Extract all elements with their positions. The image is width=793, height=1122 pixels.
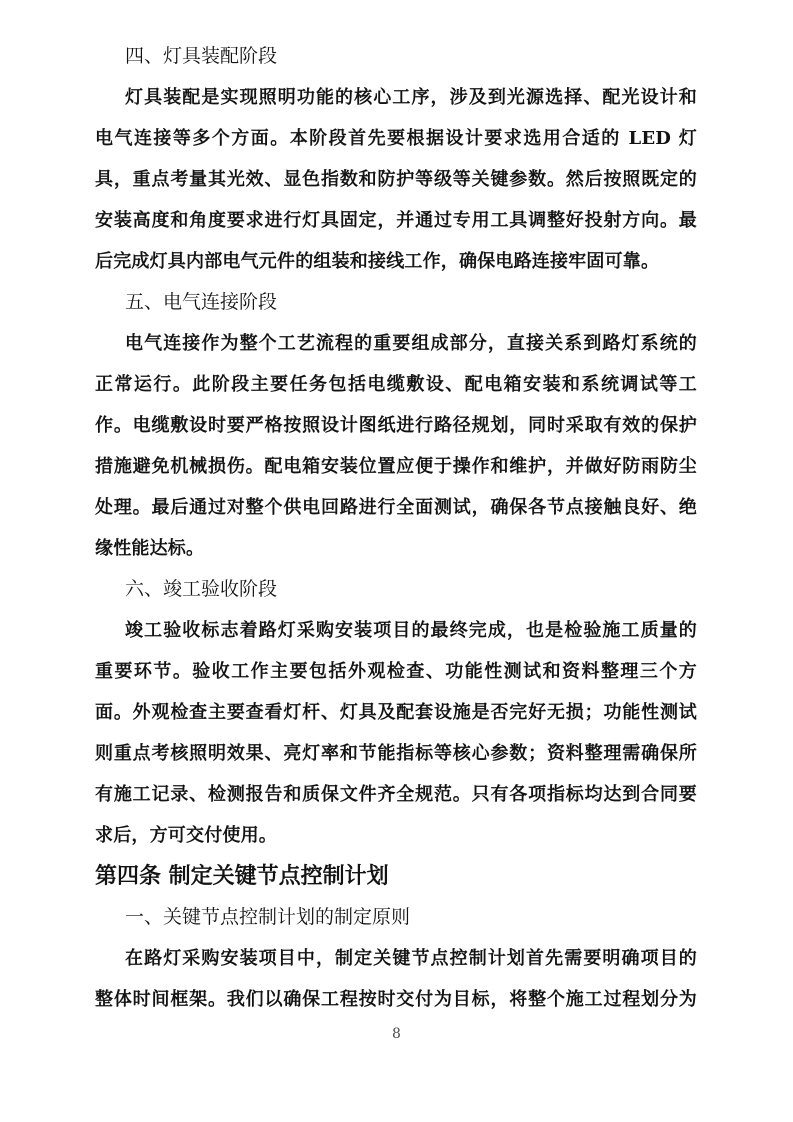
paragraph-line: 在路灯采购安装项目中，制定关键节点控制计划首先需要明确项目的 <box>125 948 697 969</box>
paragraph-line: 缘性能达标。 <box>95 538 205 559</box>
paragraph-line: 措施避免机械损伤。配电箱安装位置应便于操作和维护，并做好防雨防尘 <box>95 456 697 477</box>
page-number: 8 <box>392 1026 401 1042</box>
paragraph-line: 求后，方可交付使用。 <box>95 825 277 846</box>
paragraph-line: 正常运行。此阶段主要任务包括电缆敷设、配电箱安装和系统调试等工 <box>95 374 697 395</box>
paragraph-line: 竣工验收标志着路灯采购安装项目的最终完成，也是检验施工质量的 <box>125 620 697 641</box>
paragraph-line: 有施工记录、检测报告和质保文件齐全规范。只有各项指标均达到合同要 <box>95 784 697 805</box>
paragraph-line: 则重点考核照明效果、亮灯率和节能指标等核心参数；资料整理需确保所 <box>95 743 697 764</box>
paragraph-line: 灯具装配是实现照明功能的核心工序，涉及到光源选择、配光设计和 <box>125 87 697 108</box>
paragraph-line: 重要环节。验收工作主要包括外观检查、功能性测试和资料整理三个方 <box>95 661 697 682</box>
section-heading: 四、灯具装配阶段 <box>125 45 278 67</box>
paragraph-line: 面。外观检查主要查看灯杆、灯具及配套设施是否完好无损；功能性测试 <box>95 702 697 723</box>
paragraph-line: 整体时间框架。我们以确保工程按时交付为目标，将整个施工过程划分为 <box>95 989 697 1010</box>
chapter-heading: 第四条 制定关键节点控制计划 <box>95 863 389 889</box>
paragraph-line: 电气连接作为整个工艺流程的重要组成部分，直接关系到路灯系统的 <box>125 333 697 354</box>
section-heading: 一、关键节点控制计划的制定原则 <box>125 906 411 928</box>
paragraph-line: 电气连接等多个方面。本阶段首先要根据设计要求选用合适的 LED 灯 <box>95 128 697 149</box>
paragraph-line: 作。电缆敷设时要严格按照设计图纸进行路径规划，同时采取有效的保护 <box>95 415 697 436</box>
section-heading: 五、电气连接阶段 <box>125 291 278 313</box>
paragraph-line: 安装高度和角度要求进行灯具固定，并通过专用工具调整好投射方向。最 <box>95 210 697 231</box>
page-content <box>95 36 697 1020</box>
section-heading: 六、竣工验收阶段 <box>125 578 278 600</box>
paragraph-line: 处理。最后通过对整个供电回路进行全面测试，确保各节点接触良好、绝 <box>95 497 697 518</box>
paragraph-line: 后完成灯具内部电气元件的组装和接线工作，确保电路连接牢固可靠。 <box>95 251 660 272</box>
paragraph-line: 具，重点考量其光效、显色指数和防护等级等关键参数。然后按照既定的 <box>95 169 697 190</box>
